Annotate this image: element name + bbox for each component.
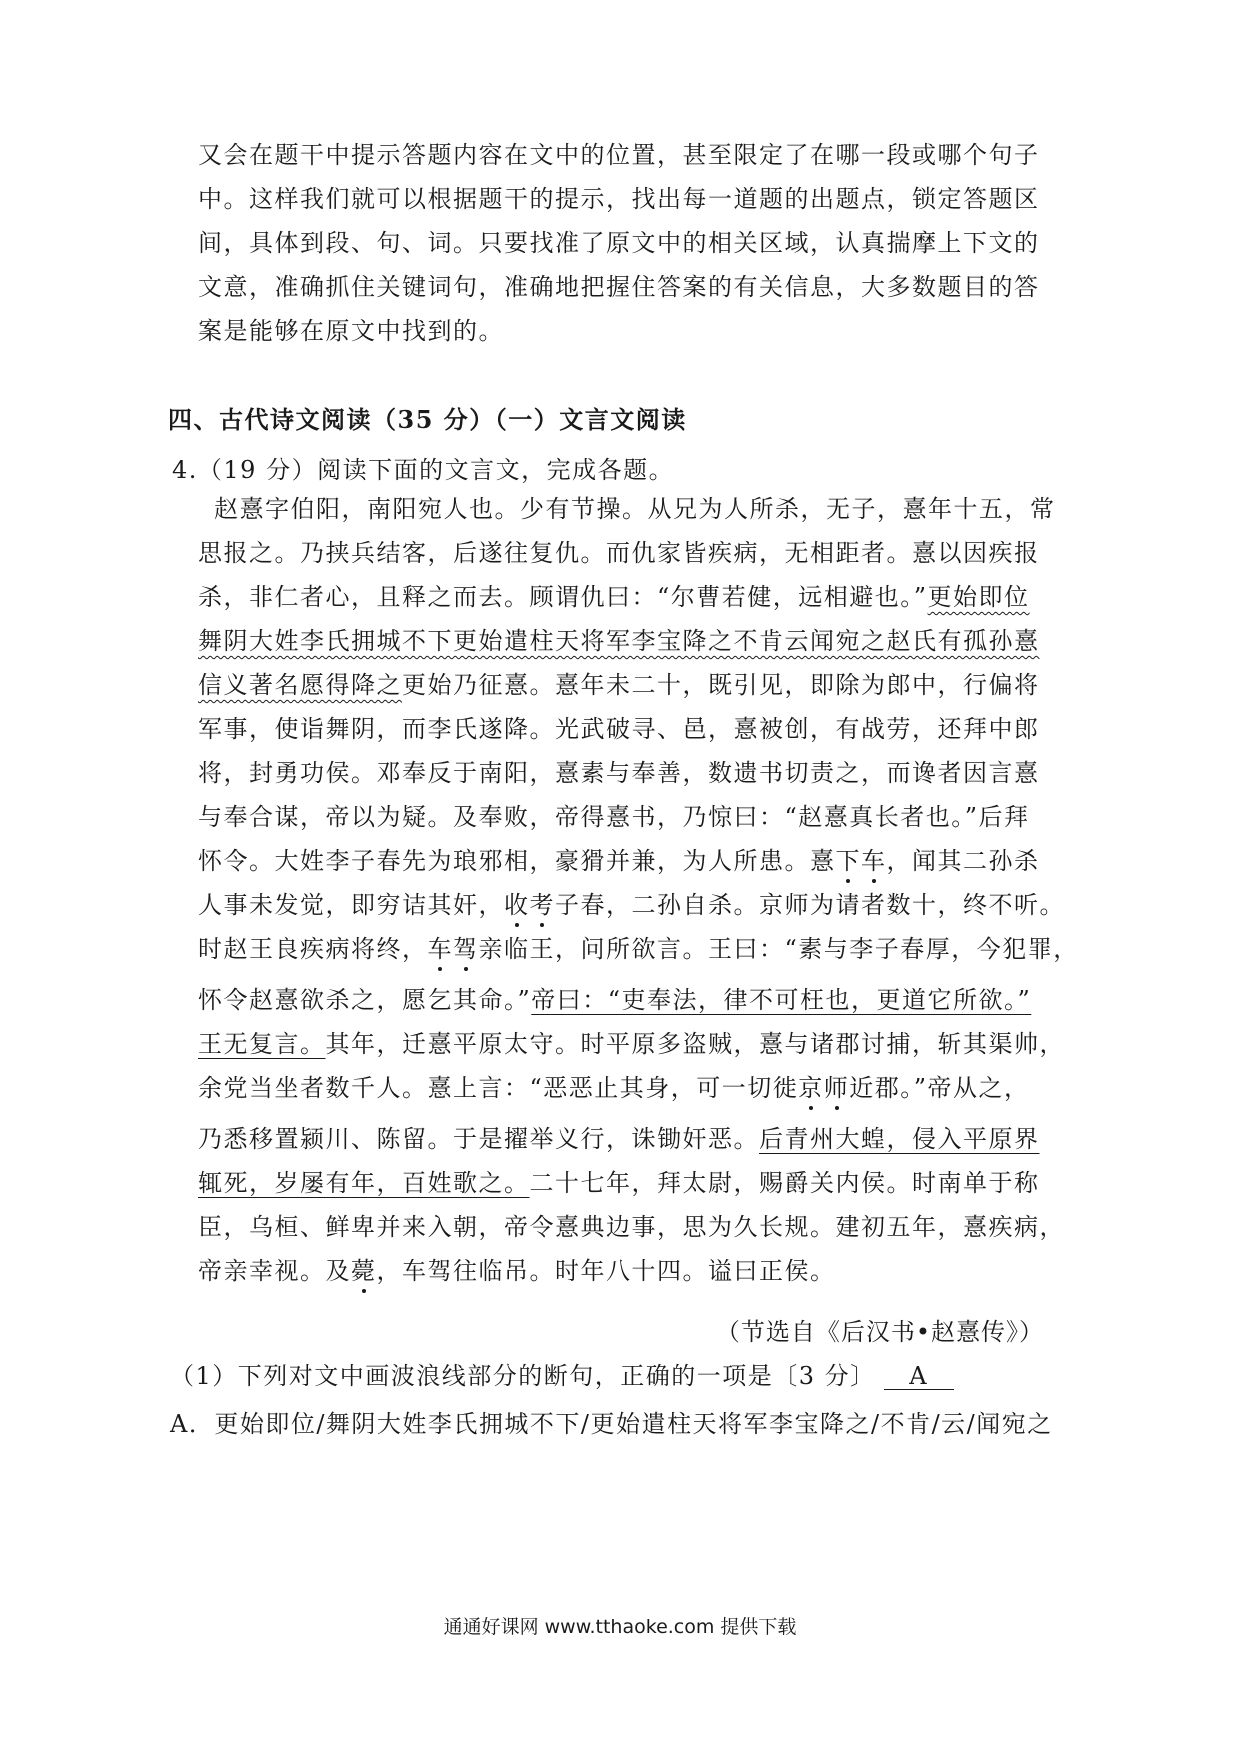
underlined-text: 辄死，岁屡有年，百姓歌之。: [198, 1169, 530, 1197]
passage-line-4: [198, 626, 1040, 656]
wavy-underlined-text: 信义著名愿得降之: [198, 671, 402, 699]
dotted-word: 收: [504, 891, 530, 919]
dotted-word: 考: [529, 891, 555, 919]
intro-line-3: 间，具体到段、句、词。只要找准了原文中的相关区域，认真揣摩上下文的: [198, 229, 1040, 257]
underlined-text: 帝曰：“吏奉法，律不可枉也，更道它所欲。”: [531, 986, 1032, 1014]
passage-line-6: 军事，使诣舞阴，而李氏遂降。光武破寻、邑，憙被创，有战劳，还拜中郎: [198, 715, 1040, 743]
passage-line-15: [198, 1124, 1040, 1154]
intro-line-5: 案是能够在原文中找到的。: [198, 317, 504, 345]
passage-text: 怀令赵憙欲杀之，愿乞其命。”: [198, 986, 532, 1014]
passage-text: 近郡。”帝从之，: [849, 1074, 1030, 1102]
dotted-word: 京: [798, 1074, 824, 1102]
section-heading: 四、古代诗文阅读（35 分）（一）文言文阅读: [168, 405, 687, 434]
passage-text: 乃悉移置颍川、陈留。于是擢举义行，诛锄奸恶。: [198, 1125, 759, 1153]
passage-line-14: [198, 1073, 1030, 1103]
passage-text: 二十七年，拜太尉，赐爵关内侯。时南单于称: [529, 1169, 1040, 1197]
intro-line-4: 文意，准确抓住关键词句，准确地把握住答案的有关信息，大多数题目的答: [198, 273, 1040, 301]
intro-line-2: 中。这样我们就可以根据题干的提示，找出每一道题的出题点，锁定答题区: [198, 185, 1040, 213]
passage-line-13: [198, 1029, 1065, 1059]
wavy-underlined-text: 舞阴大姓李氏拥城不下更始遣柱天将军李宝降之不肯云闻宛之赵氏有孤孙憙: [198, 627, 1040, 655]
passage-line-9: [198, 846, 1040, 876]
passage-text: 余党当坐者数千人。憙上言：“恶恶止其身，可一切徙: [198, 1074, 799, 1102]
passage-line-8: 与奉合谋，帝以为疑。及奉败，帝得憙书，乃惊曰：“赵憙真长者也。”后拜: [198, 803, 1030, 831]
passage-text: 时赵王良疾病将终，: [198, 935, 428, 963]
question-stem: 4.（19 分）阅读下面的文言文，完成各题。: [172, 456, 675, 484]
passage-text: 亲临王，问所欲言。王曰：“素与李子春厚，今犯罪，: [478, 935, 1079, 963]
dotted-word: 驾: [453, 935, 479, 963]
passage-line-2: 思报之。乃挟兵结客，后遂往复仇。而仇家皆疾病，无相距者。憙以因疾报: [198, 539, 1040, 567]
dotted-word: 师: [823, 1074, 850, 1102]
passage-text: 帝亲幸视。及: [198, 1257, 351, 1285]
underlined-text: 后青州大蝗，侵入平原界: [759, 1125, 1040, 1153]
passage-line-16: [198, 1168, 1040, 1198]
passage-text: 其年，迁憙平原太守。时平原多盗贼，憙与诸郡讨捕，斩其渠帅，: [325, 1030, 1065, 1058]
wavy-underlined-text: 更始即位: [927, 583, 1030, 611]
underlined-text: 王无复言。: [198, 1030, 326, 1058]
dotted-word: 下: [835, 847, 861, 875]
passage-text: 更始乃征憙。憙年未二十，既引见，即除为郎中，行偏将: [402, 671, 1040, 699]
passage-text: ，闻其二孙杀: [886, 847, 1040, 875]
passage-text: 人事未发觉，即穷诘其奸，: [198, 891, 504, 919]
page-footer: 通通好课网 www.tthaoke.com 提供下载: [443, 1616, 797, 1638]
passage-line-5: [198, 670, 1040, 700]
dotted-word: 薨: [351, 1257, 377, 1285]
passage-line-10: [198, 890, 1065, 920]
passage-line-3: [198, 582, 1030, 612]
passage-line-17: 臣，乌桓、鲜卑并来入朝，帝令憙典边事，思为久长规。建初五年，憙疾病，: [198, 1213, 1065, 1241]
passage-text: 杀，非仁者心，且释之而去。顾谓仇曰：“尔曹若健，远相避也。”: [198, 583, 928, 611]
subquestion-text: （1）下列对文中画波浪线部分的断句，正确的一项是〔3 分〕: [170, 1362, 876, 1390]
intro-line-1: 又会在题干中提示答题内容在文中的位置，甚至限定了在哪一段或哪个句子: [198, 141, 1040, 169]
option-a: A．更始即位/舞阴大姓李氏拥城不下/更始遣柱天将军李宝降之/不肯/云/闻宛之: [170, 1410, 1053, 1438]
dotted-word: 车: [427, 935, 453, 963]
passage-line-11: [198, 934, 1079, 964]
passage-line-1: 赵憙字伯阳，南阳宛人也。少有节操。从兄为人所杀，无子，憙年十五，常: [214, 495, 1056, 523]
source-citation: （节选自《后汉书•赵憙传》）: [715, 1318, 1044, 1346]
passage-text: 子春，二孙自杀。京师为请者数十，终不听。: [555, 891, 1065, 919]
answer-blank: A: [884, 1363, 954, 1390]
subquestion-1: [170, 1356, 954, 1391]
passage-text: ，车驾往临吊。时年八十四。谥曰正侯。: [376, 1257, 836, 1285]
dotted-word: 车: [861, 847, 887, 875]
passage-line-12: [198, 985, 1031, 1015]
passage-line-7: 将，封勇功侯。邓奉反于南阳，憙素与奉善，数遗书切责之，而谗者因言憙: [198, 759, 1040, 787]
passage-line-18: [198, 1256, 836, 1286]
passage-text: 怀令。大姓李子春先为琅邪相，豪猾并兼，为人所患。憙: [198, 847, 836, 875]
